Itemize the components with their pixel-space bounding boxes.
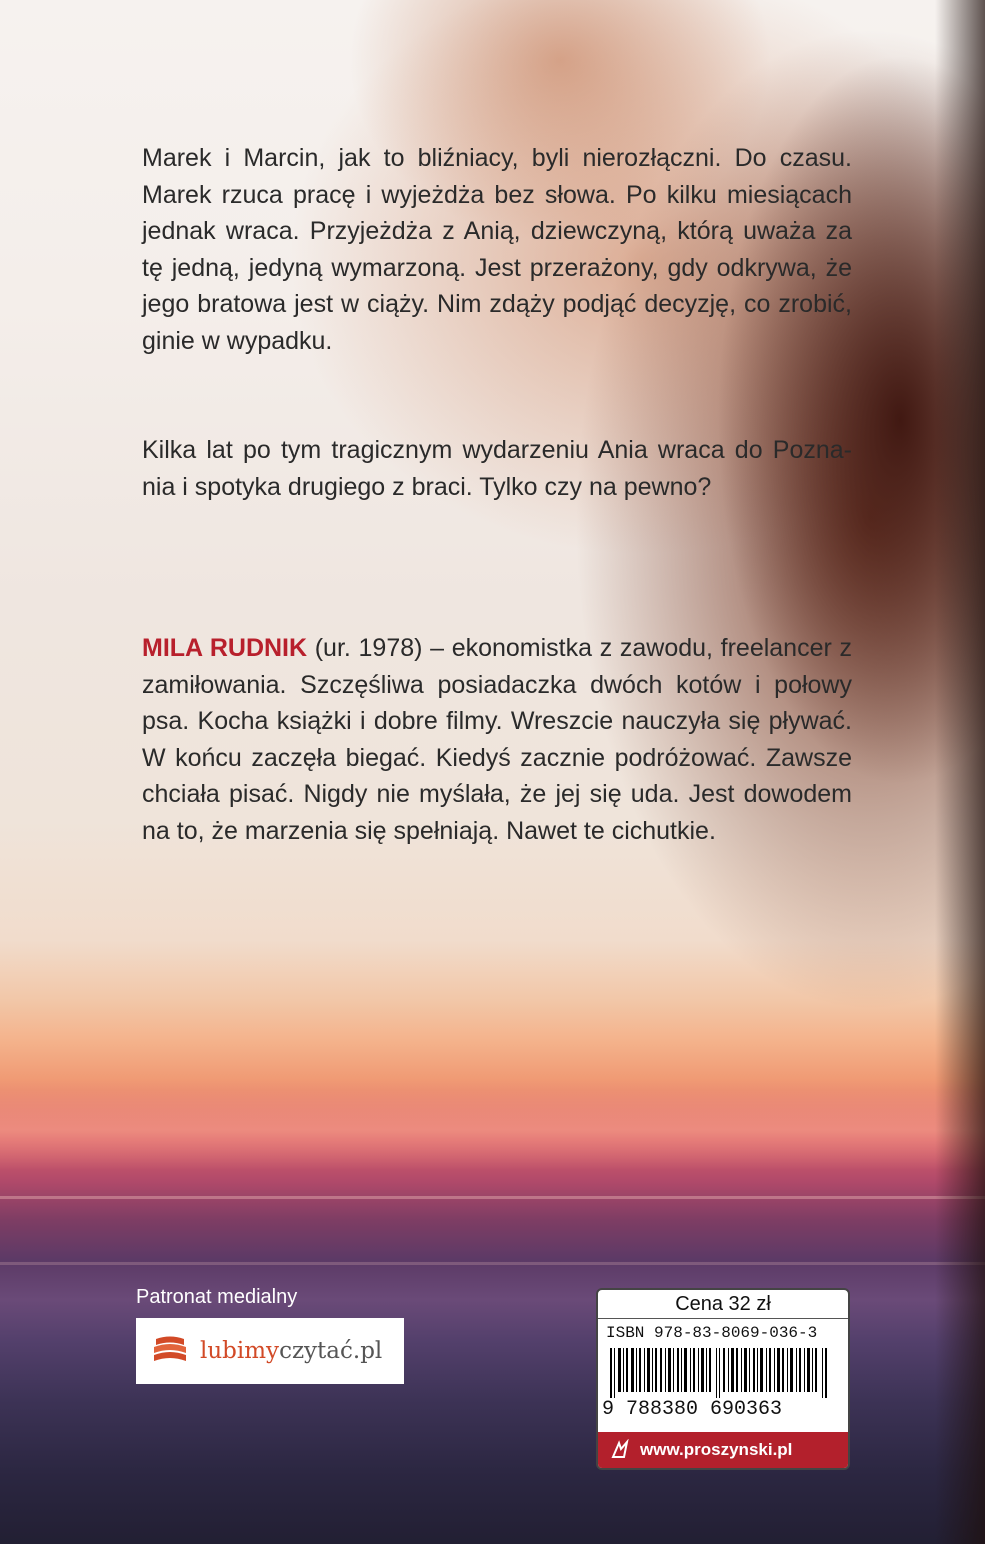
blurb-paragraph-1: Marek i Marcin, jak to bliźniacy, byli nierozłączni. Do czasu. Marek rzuca pracę i wyjeżdża bez słowa. Po kilku miesiącach jednak wraca. Przyjeżdża z Anią, dziewczyną, którą uważa za tę jedną, jedyną wymarzoną. Jest przerażony, gdy odkrywa, że jego bratowa jest w ciąży. Nim zdąży podjąć decyzję, co zrobić, ginie w wypadku. bbox=[142, 144, 852, 355]
blurb-paragraph-2: Kilka lat po tym tragicznym wydarzeniu Ania wraca do Pozna-nia i spotyka drugiego z braci. Tylko czy na pewno? bbox=[142, 436, 852, 501]
isbn: ISBN 978-83-8069-036-3 bbox=[606, 1324, 818, 1342]
logo-text bbox=[200, 1338, 382, 1364]
divider bbox=[598, 1318, 848, 1319]
author-bio-text: (ur. 1978) – ekonomistka z zawodu, freelancer z zamiłowania. Szczęśliwa posiadaczka dwóch kotów i połowy psa. Kocha książki i dobre filmy. Wreszcie nauczyła się pływać. W końcu zaczęła biegać. Kiedyś zacznie podróżować. Zawsze chciała pisać. Nigdy nie myślała, że jej się uda. Jest dowodem na to, że marzenia się spełniają. Nawet te cichutkie. bbox=[142, 634, 852, 845]
logo-text-lubimy: lubimy bbox=[200, 1338, 280, 1364]
books-icon bbox=[150, 1331, 190, 1371]
publisher-website-text: www.proszynski.pl bbox=[640, 1440, 793, 1459]
publisher-logo-icon bbox=[610, 1439, 632, 1461]
sea-reflection-line bbox=[0, 1196, 985, 1199]
publisher-website[interactable] bbox=[598, 1432, 848, 1468]
price: Cena 32 zł bbox=[675, 1293, 771, 1315]
price-barcode-label bbox=[596, 1288, 850, 1470]
media-patronage-label: Patronat medialny bbox=[136, 1286, 298, 1308]
lubimyczytac-logo bbox=[136, 1318, 404, 1384]
author-name: MILA RUDNIK bbox=[142, 634, 308, 662]
logo-text-czytac: czytać.pl bbox=[279, 1338, 383, 1364]
author-bio bbox=[142, 630, 852, 849]
barcode-number: 9 788380 690363 bbox=[602, 1398, 783, 1421]
horizon-glow bbox=[0, 1090, 985, 1170]
sea-reflection-line bbox=[0, 1262, 985, 1265]
barcode bbox=[610, 1348, 836, 1398]
